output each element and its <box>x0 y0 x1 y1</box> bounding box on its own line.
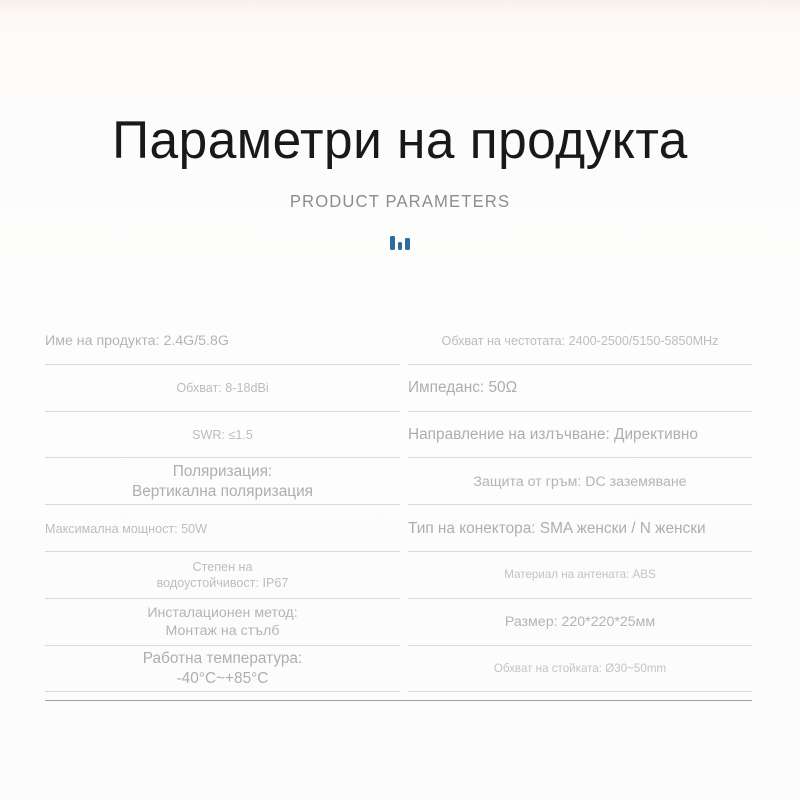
spec-column-left <box>0 318 400 692</box>
bar-3-icon <box>405 238 410 250</box>
spec-row <box>408 599 752 646</box>
spec-left-item-3: Поляризация: Вертикална поляризация <box>131 462 314 500</box>
spec-right-item-2: Направление на излъчване: Директивно <box>408 426 698 444</box>
spec-right-item-0: Обхват на честотата: 2400-2500/5150-5850MHz <box>441 334 719 349</box>
spec-row <box>408 318 752 365</box>
page-subtitle: PRODUCT PARAMETERS <box>289 191 511 212</box>
spec-right-item-3: Защита от гръм: DC заземяване <box>473 473 687 490</box>
spec-row <box>45 365 400 412</box>
spec-right-item-4: Тип на конектора: SMA женски / N женски <box>408 519 706 537</box>
spec-right-item-6: Размер: 220*220*25мм <box>504 614 656 631</box>
spec-row <box>45 552 400 599</box>
spec-left-item-0: Име на продукта: 2.4G/5.8G <box>45 333 229 350</box>
spec-row <box>408 505 752 552</box>
spec-left-item-6: Инсталационен метод: Монтаж на стълб <box>147 604 298 640</box>
spec-row <box>45 318 400 365</box>
spec-row <box>45 458 400 505</box>
spec-row <box>45 646 400 693</box>
spec-left-item-2: SWR: ≤1.5 <box>192 427 253 442</box>
spec-row <box>45 412 400 459</box>
spec-row <box>408 552 752 599</box>
bar-2-icon <box>398 242 403 250</box>
spec-column-right <box>400 318 800 692</box>
spec-row <box>408 646 752 693</box>
spec-left-item-4: Максимална мощност: 50W <box>45 521 208 536</box>
spec-row <box>45 505 400 552</box>
spec-row <box>408 458 752 505</box>
specifications-table <box>0 318 800 692</box>
page-title: Параметри на продукта <box>112 111 688 170</box>
spec-left-item-7: Работна температура: -40°C~+85°C <box>142 649 303 687</box>
three-bars-icon <box>387 234 413 250</box>
spec-right-item-1: Импеданс: 50Ω <box>408 379 518 397</box>
page-header <box>0 112 800 250</box>
spec-row <box>408 412 752 459</box>
spec-left-item-5: Степен на водоустойчивост: IP67 <box>156 560 289 591</box>
bar-1-icon <box>390 236 395 250</box>
spec-row <box>45 599 400 646</box>
spec-left-item-1: Обхват: 8-18dBi <box>176 381 269 396</box>
spec-row <box>408 365 752 412</box>
spec-right-item-7: Обхват на стойката: Ø30~50mm <box>493 661 667 675</box>
spec-right-item-5: Материал на антената: ABS <box>504 567 656 581</box>
table-bottom-divider <box>45 700 752 701</box>
